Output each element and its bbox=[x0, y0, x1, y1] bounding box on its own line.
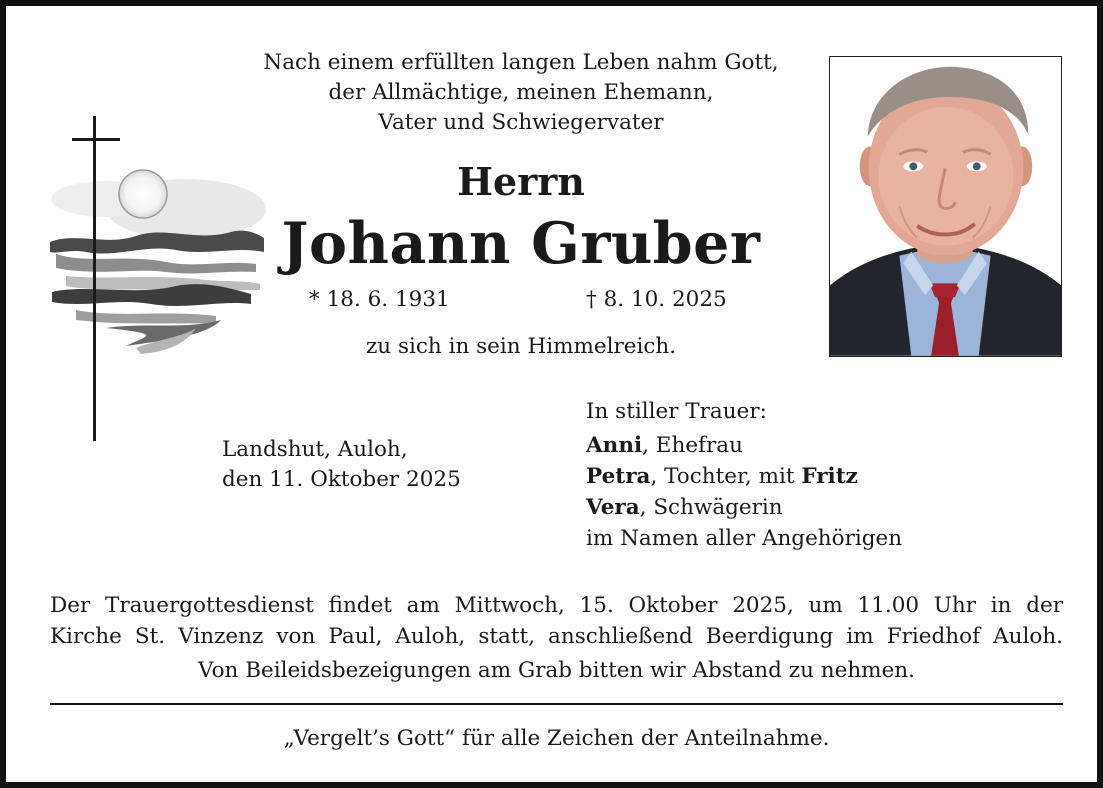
mourner-role: , Schwägerin bbox=[639, 495, 783, 520]
place-and-date bbox=[222, 435, 461, 495]
intro-line: Nach einem erfüllten langen Leben nahm Gott, bbox=[263, 50, 779, 75]
portrait-illustration bbox=[830, 57, 1061, 356]
condolence-note: Von Beileidsbezeigungen am Grab bitten wir Abstand zu nehmen. bbox=[198, 658, 915, 683]
date-line: den 11. Oktober 2025 bbox=[222, 467, 461, 492]
intro-line: Vater und Schwiegervater bbox=[378, 110, 664, 135]
mourner-anni bbox=[586, 430, 902, 461]
mourner-vera bbox=[586, 492, 902, 523]
closing-line: zu sich in sein Himmelreich. bbox=[365, 334, 677, 359]
mourner-role: , Ehefrau bbox=[642, 433, 743, 458]
mourner-name: Anni bbox=[586, 433, 643, 458]
intro-text bbox=[221, 48, 821, 138]
mourner-name: Petra bbox=[586, 464, 651, 489]
intro-line: der Allmächtige, meinen Ehemann, bbox=[328, 80, 714, 105]
thanks-line: „Vergelt’s Gott“ für alle Zeichen der Anteilnahme. bbox=[283, 726, 830, 751]
place-line: Landshut, Auloh, bbox=[222, 437, 408, 462]
service-line: Der Trauergottesdienst findet am Mittwoch, 15. Oktober 2025, um 11.00 Uhr in der bbox=[50, 593, 1063, 618]
birth-date: * 18. 6. 1931 bbox=[309, 287, 450, 312]
mourner-petra bbox=[586, 461, 902, 492]
divider bbox=[50, 703, 1063, 705]
mourners-others: im Namen aller Angehörigen bbox=[586, 526, 903, 551]
mourners-heading: In stiller Trauer: bbox=[586, 399, 767, 424]
salutation: Herrn bbox=[457, 159, 585, 204]
mourner-name: Vera bbox=[586, 495, 640, 520]
mourners-list bbox=[586, 396, 902, 554]
service-info bbox=[50, 590, 1063, 652]
service-line: Kirche St. Vinzenz von Paul, Auloh, statt, anschließend Beerdigung im Friedhof Auloh. bbox=[50, 624, 1063, 649]
mourner-name: Fritz bbox=[801, 464, 858, 489]
deceased-name: Johann Gruber bbox=[281, 210, 761, 277]
portrait-photo bbox=[829, 56, 1062, 357]
death-date: † 8. 10. 2025 bbox=[586, 287, 727, 312]
mourner-role: , Tochter, mit bbox=[650, 464, 802, 489]
